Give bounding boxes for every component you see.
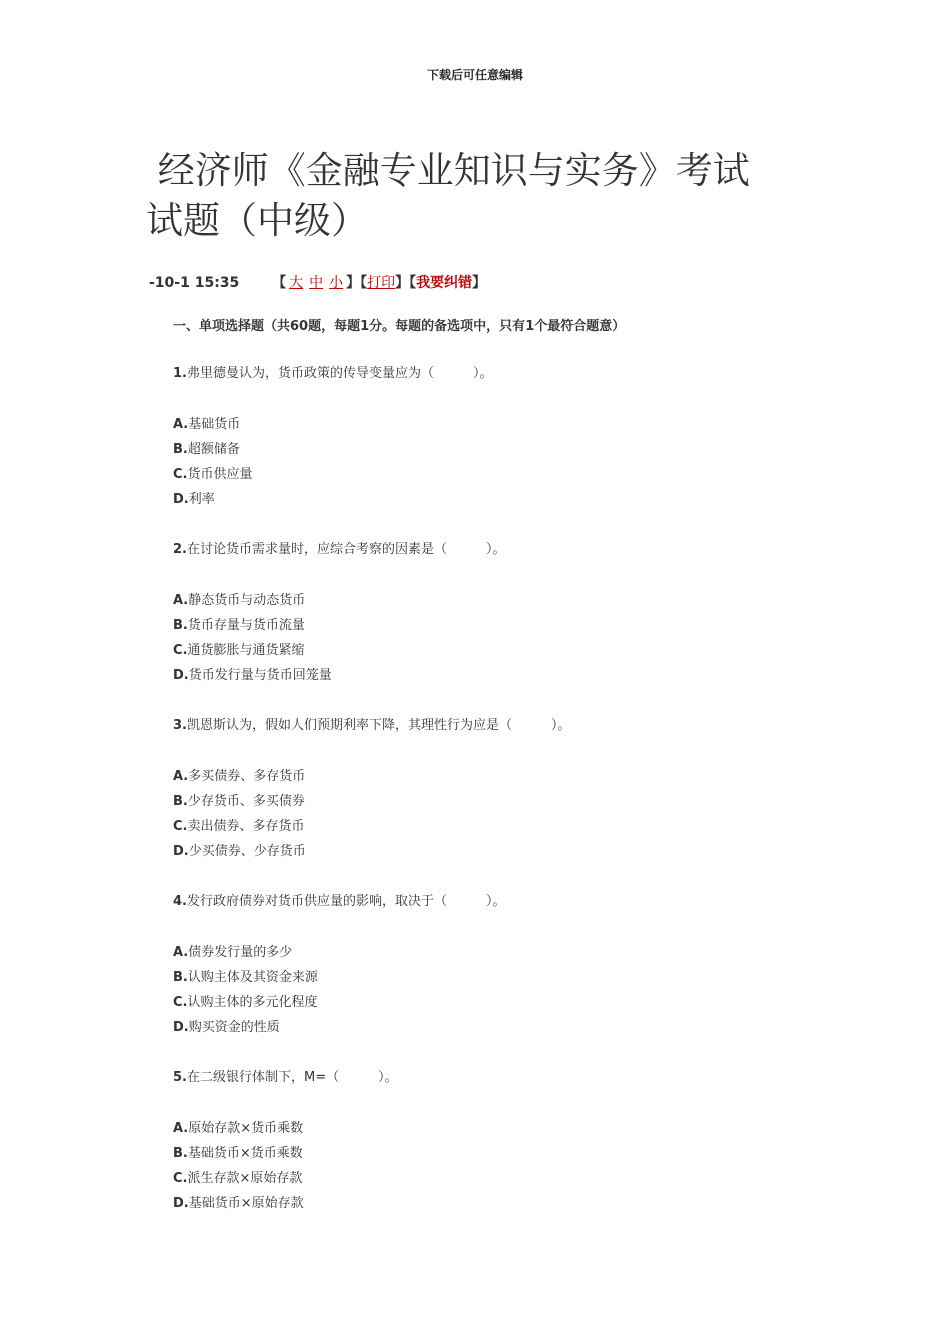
option-text: 派生存款×原始存款 [187,1171,303,1186]
question-number: 2. [173,542,187,557]
option-text: 利率 [188,492,215,507]
font-size-medium-link[interactable]: 中 [309,275,324,291]
option-item [173,638,893,663]
option-text: 基础货币 [188,417,241,432]
option-item [173,613,893,638]
option-item [173,1141,893,1166]
title-line-2: 试题（中级） [146,199,368,242]
option-item [173,1015,893,1040]
question-text: 在讨论货币需求量时，应综合考察的因素是（ ）。 [186,542,506,557]
option-letter: A. [173,769,189,784]
options-list [173,412,893,512]
option-item [173,412,893,437]
option-item [173,1191,893,1216]
option-item [173,965,893,990]
option-text: 货币发行量与货币回笼量 [188,668,332,683]
option-letter: C. [173,467,188,482]
option-text: 少买债券、少存货币 [188,844,306,859]
option-item [173,1166,893,1191]
page-title [146,146,826,246]
bracket-close: 】 [472,275,487,291]
option-item [173,437,893,462]
font-size-small-link[interactable]: 小 [329,275,344,291]
option-item [173,1116,893,1141]
option-item [173,663,893,688]
option-letter: B. [173,618,188,633]
option-item [173,814,893,839]
exam-content [173,318,893,1245]
header-note: 下载后可任意编辑 [426,68,523,82]
option-letter: B. [173,1146,188,1161]
option-text: 少存货币、多买债券 [187,794,305,809]
option-text: 购买资金的性质 [188,1020,280,1035]
question-text: 凯恩斯认为，假如人们预期利率下降，其理性行为应是（ ）。 [186,718,571,733]
option-letter: C. [173,1171,188,1186]
option-text: 多买债券、多存货币 [188,769,306,784]
option-text: 卖出债券、多存货币 [187,819,305,834]
option-letter: C. [173,995,188,1010]
option-letter: D. [173,668,189,683]
question-count: 60 [290,319,309,334]
option-letter: B. [173,970,188,985]
option-text: 货币存量与货币流量 [187,618,305,633]
option-letter: D. [173,1196,189,1211]
options-list [173,588,893,688]
question-2 [173,541,893,559]
question-1 [173,365,893,383]
option-text: 认购主体及其资金来源 [187,970,318,985]
option-text: 货币供应量 [187,467,253,482]
print-link[interactable]: 打印 [367,275,396,291]
question-number: 5. [173,1070,187,1085]
option-text: 超额储备 [187,442,240,457]
question-4 [173,893,893,911]
option-letter: D. [173,1020,189,1035]
option-text: 通货膨胀与通货紧缩 [187,643,305,658]
question-5 [173,1069,893,1087]
answer-count: 1 [525,319,535,334]
instructions-text: 一、单项选择题（共 [173,319,291,334]
option-item [173,487,893,512]
option-letter: D. [173,844,189,859]
instructions-text: 个最符合题意） [534,319,626,334]
publish-date: -10-1 15:35 [149,275,240,291]
option-letter: A. [173,945,189,960]
option-text: 认购主体的多元化程度 [187,995,318,1010]
option-item [173,764,893,789]
question-number: 4. [173,894,187,909]
option-item [173,588,893,613]
option-text: 静态货币与动态货币 [188,593,306,608]
option-letter: A. [173,417,189,432]
options-list [173,1116,893,1216]
option-item [173,940,893,965]
bracket-open: 【 [360,275,368,291]
option-item [173,990,893,1015]
bracket-close: 】 [346,275,361,291]
option-letter: B. [173,442,188,457]
font-size-large-link[interactable]: 大 [289,275,304,291]
option-item [173,462,893,487]
option-letter: A. [173,593,189,608]
options-list [173,764,893,864]
instructions-text: 分。每题的备选项中，只有 [369,319,526,334]
question-number: 1. [173,366,187,381]
question-text: 发行政府债券对货币供应量的影响，取决于（ ）。 [186,894,506,909]
question-number: 3. [173,718,187,733]
option-text: 债券发行量的多少 [188,945,293,960]
instructions-text: 题，每题 [308,319,361,334]
section-instructions [173,318,893,336]
option-letter: C. [173,819,188,834]
question-text: 在二级银行体制下，M=（ ）。 [186,1070,398,1085]
option-item [173,839,893,864]
bracket-open: 【 [272,275,287,291]
question-score: 1 [360,319,370,334]
option-item [173,789,893,814]
option-text: 基础货币×原始存款 [188,1196,304,1211]
option-letter: A. [173,1121,189,1136]
title-line-1: 经济师《金融专业知识与实务》考试 [146,149,750,192]
option-letter: B. [173,794,188,809]
bracket-close: 】 [395,275,410,291]
options-list [173,940,893,1040]
article-meta [149,272,486,292]
bracket-open: 【 [409,275,417,291]
option-text: 基础货币×货币乘数 [187,1146,303,1161]
question-3 [173,717,893,735]
report-error-link[interactable]: 我要纠错 [416,275,473,291]
question-text: 弗里德曼认为，货币政策的传导变量应为（ ）。 [186,366,493,381]
option-letter: D. [173,492,189,507]
option-text: 原始存款×货币乘数 [188,1121,304,1136]
option-letter: C. [173,643,188,658]
